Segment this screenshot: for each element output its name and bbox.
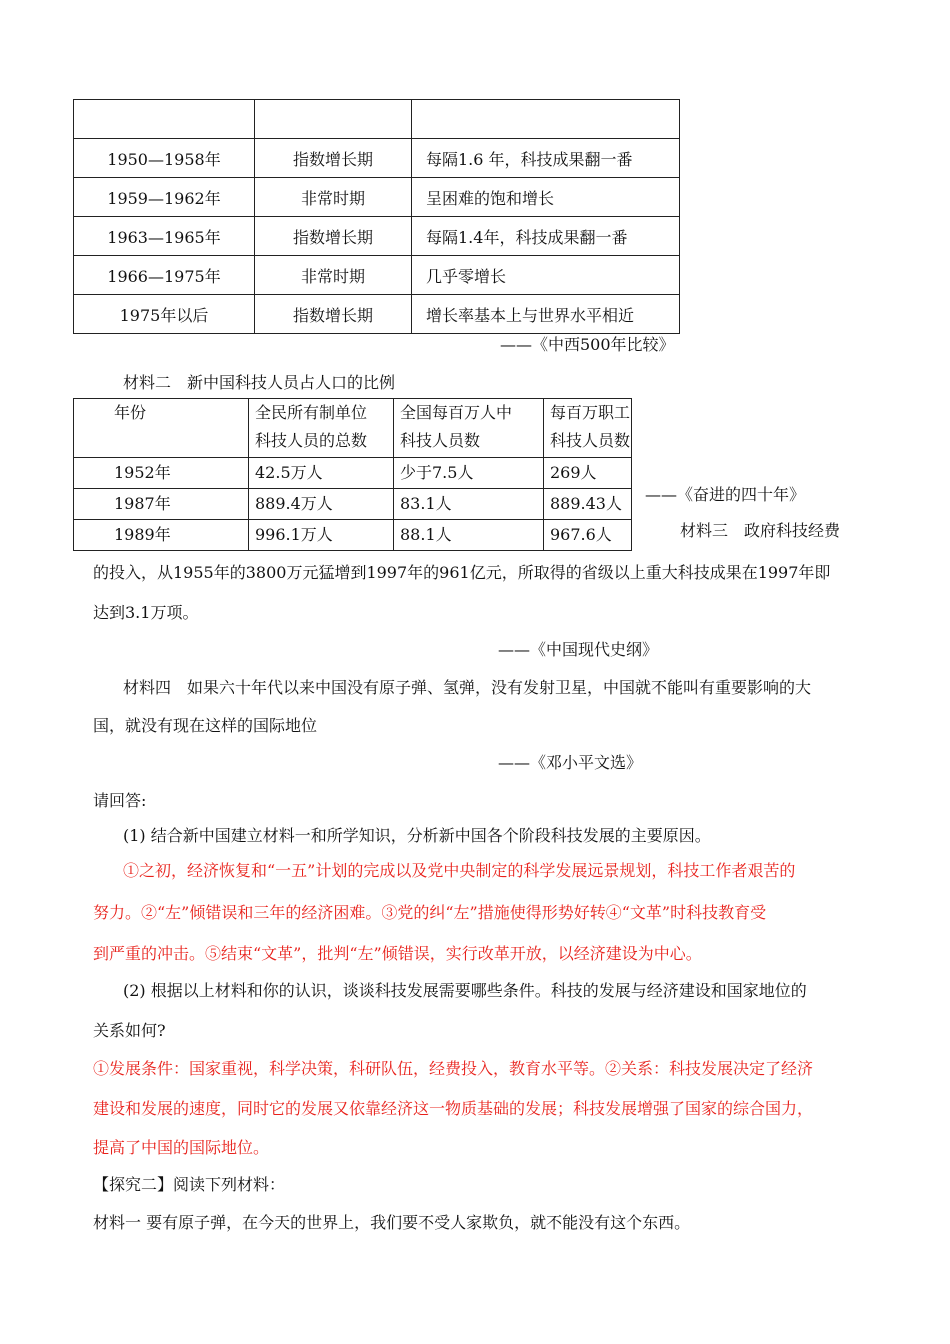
table-cell: 1963—1965年 [74, 217, 255, 256]
table-cell: 非常时期 [255, 178, 412, 217]
answer-line: 提高了中国的国际地位。 [93, 1138, 270, 1157]
table-row [74, 458, 632, 489]
table-cell: 少于7.5人 [394, 458, 544, 489]
table-cell: 83.1人 [394, 489, 544, 520]
table-cell: 1952年 [74, 458, 249, 489]
table-header-cell: 全国每百万人中 科技人员数 [394, 399, 544, 458]
table-cell: 889.4万人 [249, 489, 394, 520]
answer-line: ①发展条件：国家重视，科学决策，科研队伍，经费投入，教育水平等。②关系：科技发展决定了经济 [93, 1059, 814, 1078]
table-row [74, 256, 680, 295]
table-header-cell: 年份 [74, 399, 249, 458]
paragraph-line: 达到3.1万项。 [93, 603, 199, 622]
table-row [74, 217, 680, 256]
table-row [74, 295, 680, 334]
table-cell: 1966—1975年 [74, 256, 255, 295]
answer-line: ①之初，经济恢复和“一五”计划的完成以及党中央制定的科学发展远景规划，科技工作者艰苦的 [123, 861, 796, 880]
table-cell [255, 100, 412, 139]
source-citation: ——《中国现代史纲》 [498, 640, 659, 659]
table-header-cell: 全民所有制单位 科技人员的总数 [249, 399, 394, 458]
answer-line: 建设和发展的速度，同时它的发展又依靠经济这一物质基础的发展；科技发展增强了国家的综合国力， [93, 1099, 814, 1118]
personnel-ratio-table [73, 398, 632, 551]
table-header-row [74, 399, 632, 458]
table-cell: 1959—1962年 [74, 178, 255, 217]
paragraph-line: 国，就没有现在这样的国际地位 [93, 716, 318, 735]
table-cell: 指数增长期 [255, 217, 412, 256]
science-stage-table [73, 99, 680, 334]
table-header-row [74, 100, 680, 139]
table-cell: 非常时期 [255, 256, 412, 295]
question-1: (1) 结合新中国建立材料一和所学知识，分析新中国各个阶段科技发展的主要原因。 [123, 826, 711, 845]
section-title: 【探究二】阅读下列材料： [93, 1175, 286, 1194]
question-2-cont: 关系如何? [93, 1021, 166, 1040]
material-title: 材料三 政府科技经费 [680, 521, 841, 540]
table-row [74, 520, 632, 551]
table-cell: 967.6人 [544, 520, 632, 551]
table-row [74, 178, 680, 217]
table-cell: 269人 [544, 458, 632, 489]
paragraph-line: 材料四 如果六十年代以来中国没有原子弹、氢弹，没有发射卫星，中国就不能叫有重要影响的大 [123, 678, 812, 697]
table-cell: 996.1万人 [249, 520, 394, 551]
table-cell: 每隔1.4年，科技成果翻一番 [412, 217, 680, 256]
source-citation: ——《奋进的四十年》 [645, 485, 806, 504]
answer-line: 努力。②“左”倾错误和三年的经济困难。③党的纠“左”措施使得形势好转④“文革”时科技教育受 [93, 903, 767, 922]
table-cell: 指数增长期 [255, 295, 412, 334]
question-2: (2) 根据以上材料和你的认识，谈谈科技发展需要哪些条件。科技的发展与经济建设和国家地位的 [123, 981, 807, 1000]
table-cell [412, 100, 680, 139]
source-citation: ——《中西500年比较》 [500, 335, 675, 354]
table-cell: 增长率基本上与世界水平相近 [412, 295, 680, 334]
material-title: 材料二 新中国科技人员占人口的比例 [123, 373, 396, 392]
paragraph-line: 的投入，从1955年的3800万元猛增到1997年的961亿元，所取得的省级以上重大科技成果在1997年即 [93, 563, 831, 582]
table-cell [74, 100, 255, 139]
table-cell: 几乎零增长 [412, 256, 680, 295]
table-cell: 88.1人 [394, 520, 544, 551]
table-cell: 指数增长期 [255, 139, 412, 178]
table-row [74, 139, 680, 178]
table-cell: 呈困难的饱和增长 [412, 178, 680, 217]
table-cell: 1950—1958年 [74, 139, 255, 178]
table-cell: 1989年 [74, 520, 249, 551]
table-cell: 42.5万人 [249, 458, 394, 489]
table-cell: 1987年 [74, 489, 249, 520]
table-cell: 每隔1.6 年，科技成果翻一番 [412, 139, 680, 178]
table-cell: 1975年以后 [74, 295, 255, 334]
question-prompt: 请回答: [93, 791, 147, 810]
table-header-cell: 每百万职工 科技人员数 [544, 399, 632, 458]
table-row [74, 489, 632, 520]
paragraph-line: 材料一 要有原子弹，在今天的世界上，我们要不受人家欺负，就不能没有这个东西。 [93, 1213, 691, 1232]
table-cell: 889.43人 [544, 489, 632, 520]
answer-line: 到严重的冲击。⑤结束“文革”，批判“左”倾错误，实行改革开放，以经济建设为中心。 [93, 944, 702, 963]
source-citation: ——《邓小平文选》 [498, 753, 643, 772]
